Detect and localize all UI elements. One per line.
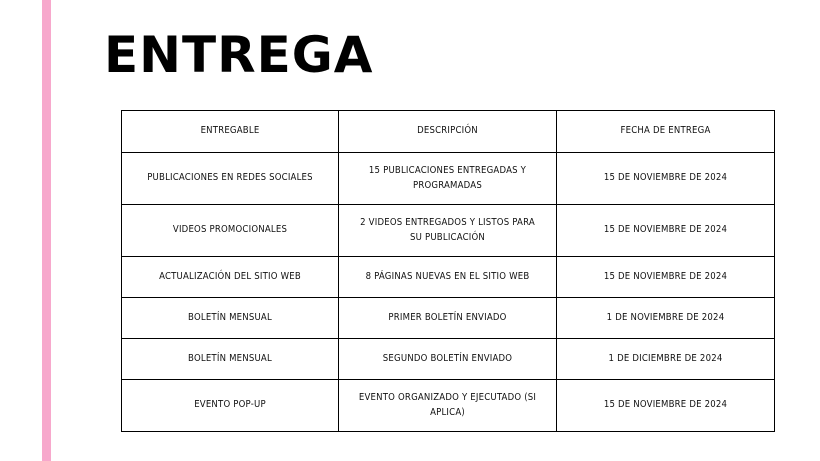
column-header-description: DESCRIPCIÓN xyxy=(339,111,557,153)
deliverables-table xyxy=(121,110,775,432)
delivery-date-cell: 15 DE NOVIEMBRE DE 2024 xyxy=(557,153,775,205)
table-row xyxy=(122,380,775,432)
delivery-date-cell: 15 DE NOVIEMBRE DE 2024 xyxy=(557,257,775,298)
deliverable-cell: VIDEOS PROMOCIONALES xyxy=(122,205,339,257)
column-header-delivery-date: FECHA DE ENTREGA xyxy=(557,111,775,153)
description-cell: 8 PÁGINAS NUEVAS EN EL SITIO WEB xyxy=(339,257,557,298)
page-title: ENTREGA xyxy=(104,26,374,84)
delivery-date-cell: 1 DE NOVIEMBRE DE 2024 xyxy=(557,298,775,339)
delivery-date-cell: 15 DE NOVIEMBRE DE 2024 xyxy=(557,380,775,432)
description-cell: 15 PUBLICACIONES ENTREGADAS Y PROGRAMADAS xyxy=(339,153,557,205)
table-header-row xyxy=(122,111,775,153)
deliverable-cell: ACTUALIZACIÓN DEL SITIO WEB xyxy=(122,257,339,298)
description-cell: 2 VIDEOS ENTREGADOS Y LISTOS PARA SU PUBLICACIÓN xyxy=(339,205,557,257)
column-header-deliverable: ENTREGABLE xyxy=(122,111,339,153)
deliverable-cell: EVENTO POP-UP xyxy=(122,380,339,432)
delivery-date-cell: 1 DE DICIEMBRE DE 2024 xyxy=(557,339,775,380)
table-row xyxy=(122,339,775,380)
delivery-date-cell: 15 DE NOVIEMBRE DE 2024 xyxy=(557,205,775,257)
accent-bar xyxy=(42,0,51,461)
deliverable-cell: BOLETÍN MENSUAL xyxy=(122,298,339,339)
table-row xyxy=(122,298,775,339)
deliverable-cell: BOLETÍN MENSUAL xyxy=(122,339,339,380)
description-cell: PRIMER BOLETÍN ENVIADO xyxy=(339,298,557,339)
deliverable-cell: PUBLICACIONES EN REDES SOCIALES xyxy=(122,153,339,205)
table-row xyxy=(122,257,775,298)
description-cell: EVENTO ORGANIZADO Y EJECUTADO (SI APLICA) xyxy=(339,380,557,432)
description-cell: SEGUNDO BOLETÍN ENVIADO xyxy=(339,339,557,380)
table-row xyxy=(122,153,775,205)
table-row xyxy=(122,205,775,257)
